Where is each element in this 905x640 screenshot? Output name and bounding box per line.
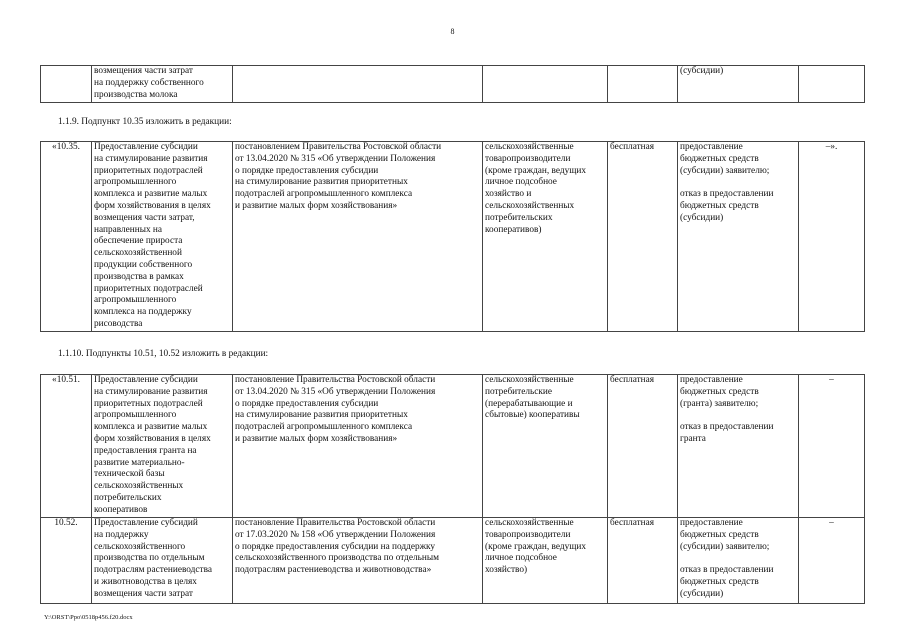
result-cell: предоставление бюджетных средств (гранта) заявителю; отказ в предоставлении гранта	[678, 375, 799, 518]
table-row	[41, 518, 865, 604]
closing-mark-cell: –».	[799, 142, 865, 332]
service-name-cell: возмещения части затрат на поддержку собственного производства молока	[92, 66, 233, 103]
closing-mark-cell	[799, 66, 865, 103]
fee-cell: бесплатная	[608, 518, 678, 604]
fee-cell	[608, 66, 678, 103]
page-number: 8	[450, 27, 455, 36]
recipients-cell	[483, 66, 608, 103]
closing-mark-cell: –	[799, 518, 865, 604]
table-items-10-51-10-52	[40, 374, 865, 604]
legal-basis-cell: постановлением Правительства Ростовской области от 13.04.2020 № 315 «Об утверждении Положения о порядке предоставления субсидии на стимулирование развития приоритетных подотраслей агропромышленного комплекса и развитие малых форм хозяйствования»	[233, 142, 483, 332]
footer-file-path: Y:\ORST\Ppo\0518p456.f20.docx	[44, 614, 133, 621]
row-number-cell: «10.51.	[41, 375, 92, 518]
paragraph-1-1-10: 1.1.10. Подпункты 10.51, 10.52 изложить в редакции:	[58, 349, 269, 359]
table-row	[41, 66, 865, 103]
closing-mark-cell: –	[799, 375, 865, 518]
result-cell: (субсидии)	[678, 66, 799, 103]
service-name-cell: Предоставление субсидий на поддержку сельскохозяйственного производства по отдельным подотраслям растениеводства и животноводства в целях возмещения части затрат	[92, 518, 233, 604]
recipients-cell: сельскохозяйственные товаропроизводители (кроме граждан, ведущих личное подсобное хозяйство)	[483, 518, 608, 604]
legal-basis-cell: постановление Правительства Ростовской области от 13.04.2020 № 315 «Об утверждении Положения о порядке предоставления субсидии на стимулирование развития приоритетных подотраслей агропромышленного комплекса и развитие малых форм хозяйствования»	[233, 375, 483, 518]
service-name-cell: Предоставление субсидии на стимулирование развития приоритетных подотраслей агропромышленного комплекса и развитие малых форм хозяйствования в целях возмещения части затрат, направленных на обеспечение прироста сельскохозяйственной продукции собственного производства в рамках приоритетных подотраслей агропромышленного комплекса на поддержку рисоводства	[92, 142, 233, 332]
legal-basis-cell	[233, 66, 483, 103]
row-number-cell: 10.52.	[41, 518, 92, 604]
paragraph-1-1-9: 1.1.9. Подпункт 10.35 изложить в редакции:	[58, 117, 232, 127]
fee-cell: бесплатная	[608, 375, 678, 518]
row-number-cell: «10.35.	[41, 142, 92, 332]
service-name-cell: Предоставление субсидии на стимулирование развития приоритетных подотраслей агропромышленного комплекса и развитие малых форм хозяйствования в целях предоставления гранта на развитие материально- технической базы сельскохозяйственных потребительских кооперативов	[92, 375, 233, 518]
legal-basis-cell: постановление Правительства Ростовской области от 17.03.2020 № 158 «Об утверждении Положения о порядке предоставления субсидии на поддержку сельскохозяйственного производства по отдельным подотраслям растениеводства и животноводства»	[233, 518, 483, 604]
result-cell: предоставление бюджетных средств (субсидии) заявителю; отказ в предоставлении бюджетных средств (субсидии)	[678, 142, 799, 332]
result-cell: предоставление бюджетных средств (субсидии) заявителю; отказ в предоставлении бюджетных средств (субсидии)	[678, 518, 799, 604]
row-number-cell	[41, 66, 92, 103]
table-item-10-35	[40, 141, 865, 332]
recipients-cell: сельскохозяйственные товаропроизводители (кроме граждан, ведущих личное подсобное хозяйство и сельскохозяйственных потребительских кооперативов)	[483, 142, 608, 332]
table-continued	[40, 65, 865, 103]
recipients-cell: сельскохозяйственные потребительские (перерабатывающие и сбытовые) кооперативы	[483, 375, 608, 518]
fee-cell: бесплатная	[608, 142, 678, 332]
table-row	[41, 375, 865, 518]
table-row	[41, 142, 865, 332]
